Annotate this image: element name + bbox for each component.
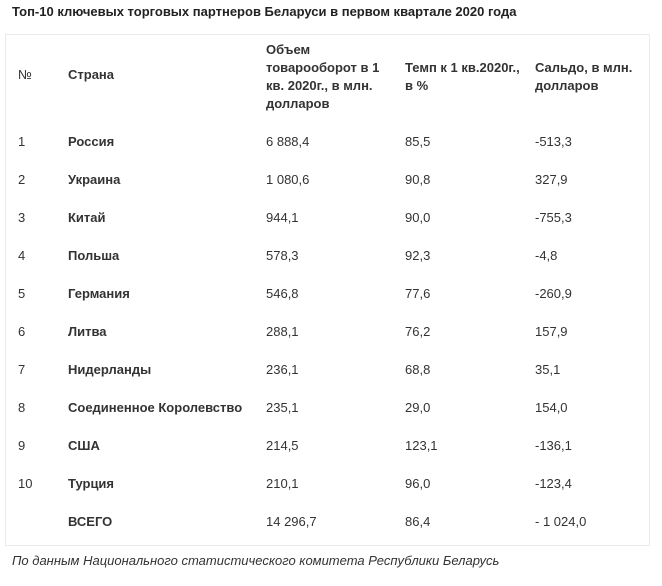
row-country: Россия (68, 134, 115, 149)
row-num: 7 (18, 362, 26, 377)
total-label: ВСЕГО (68, 514, 113, 529)
row-balance: 157,9 (535, 324, 568, 339)
row-turnover: 236,1 (266, 362, 299, 377)
row-balance: -4,8 (535, 248, 558, 263)
row-turnover: 546,8 (266, 286, 299, 301)
row-num: 5 (18, 286, 26, 301)
header-balance-line: долларов (535, 78, 599, 93)
header-num: № (18, 67, 32, 82)
total-balance: - 1 024,0 (535, 514, 587, 529)
row-turnover: 944,1 (266, 210, 299, 225)
row-num: 9 (18, 438, 26, 453)
header-growth-line: в % (405, 78, 429, 93)
row-growth: 77,6 (405, 286, 431, 301)
row-growth: 85,5 (405, 134, 431, 149)
row-turnover: 1 080,6 (266, 172, 310, 187)
row-country: Китай (68, 210, 106, 225)
row-growth: 92,3 (405, 248, 431, 263)
row-country: Украина (68, 172, 121, 187)
row-balance: -260,9 (535, 286, 572, 301)
header-turnover-line: долларов (266, 96, 330, 111)
row-balance: 327,9 (535, 172, 568, 187)
row-growth: 29,0 (405, 400, 431, 415)
header-balance-line: Сальдо, в млн. (535, 60, 633, 75)
header-growth-line: Темп к 1 кв.2020г., (405, 60, 520, 75)
row-balance: -123,4 (535, 476, 572, 491)
row-turnover: 6 888,4 (266, 134, 310, 149)
row-turnover: 210,1 (266, 476, 299, 491)
row-country: Германия (68, 286, 130, 301)
row-country: Нидерланды (68, 362, 152, 377)
row-growth: 96,0 (405, 476, 431, 491)
row-num: 3 (18, 210, 26, 225)
header-turnover-line: Объем (266, 42, 311, 57)
row-num: 10 (18, 476, 33, 491)
header-turnover-line: товарооборот в 1 (266, 60, 380, 75)
row-country: Литва (68, 324, 107, 339)
row-balance: -755,3 (535, 210, 572, 225)
row-turnover: 578,3 (266, 248, 299, 263)
row-country: Турция (68, 476, 115, 491)
row-balance: -513,3 (535, 134, 572, 149)
row-turnover: 288,1 (266, 324, 299, 339)
row-num: 2 (18, 172, 26, 187)
row-country: Соединенное Королевство (68, 400, 243, 415)
row-num: 4 (18, 248, 26, 263)
row-num: 6 (18, 324, 26, 339)
header-country: Страна (68, 67, 115, 82)
row-country: Польша (68, 248, 120, 263)
trade-partners-table (5, 34, 650, 546)
header-turnover-line: кв. 2020г., в млн. (266, 78, 373, 93)
source-note: По данным Национального статистического комитета Республики Беларусь (12, 553, 500, 568)
row-balance: 154,0 (535, 400, 568, 415)
row-growth: 90,8 (405, 172, 431, 187)
row-balance: 35,1 (535, 362, 561, 377)
row-num: 1 (18, 134, 26, 149)
row-growth: 68,8 (405, 362, 431, 377)
row-balance: -136,1 (535, 438, 572, 453)
row-growth: 90,0 (405, 210, 431, 225)
total-growth: 86,4 (405, 514, 431, 529)
row-growth: 76,2 (405, 324, 431, 339)
total-turnover: 14 296,7 (266, 514, 317, 529)
row-growth: 123,1 (405, 438, 438, 453)
row-num: 8 (18, 400, 26, 415)
row-turnover: 214,5 (266, 438, 299, 453)
row-turnover: 235,1 (266, 400, 299, 415)
row-country: США (68, 438, 100, 453)
page-title: Топ-10 ключевых торговых партнеров Беларуси в первом квартале 2020 года (12, 4, 517, 19)
